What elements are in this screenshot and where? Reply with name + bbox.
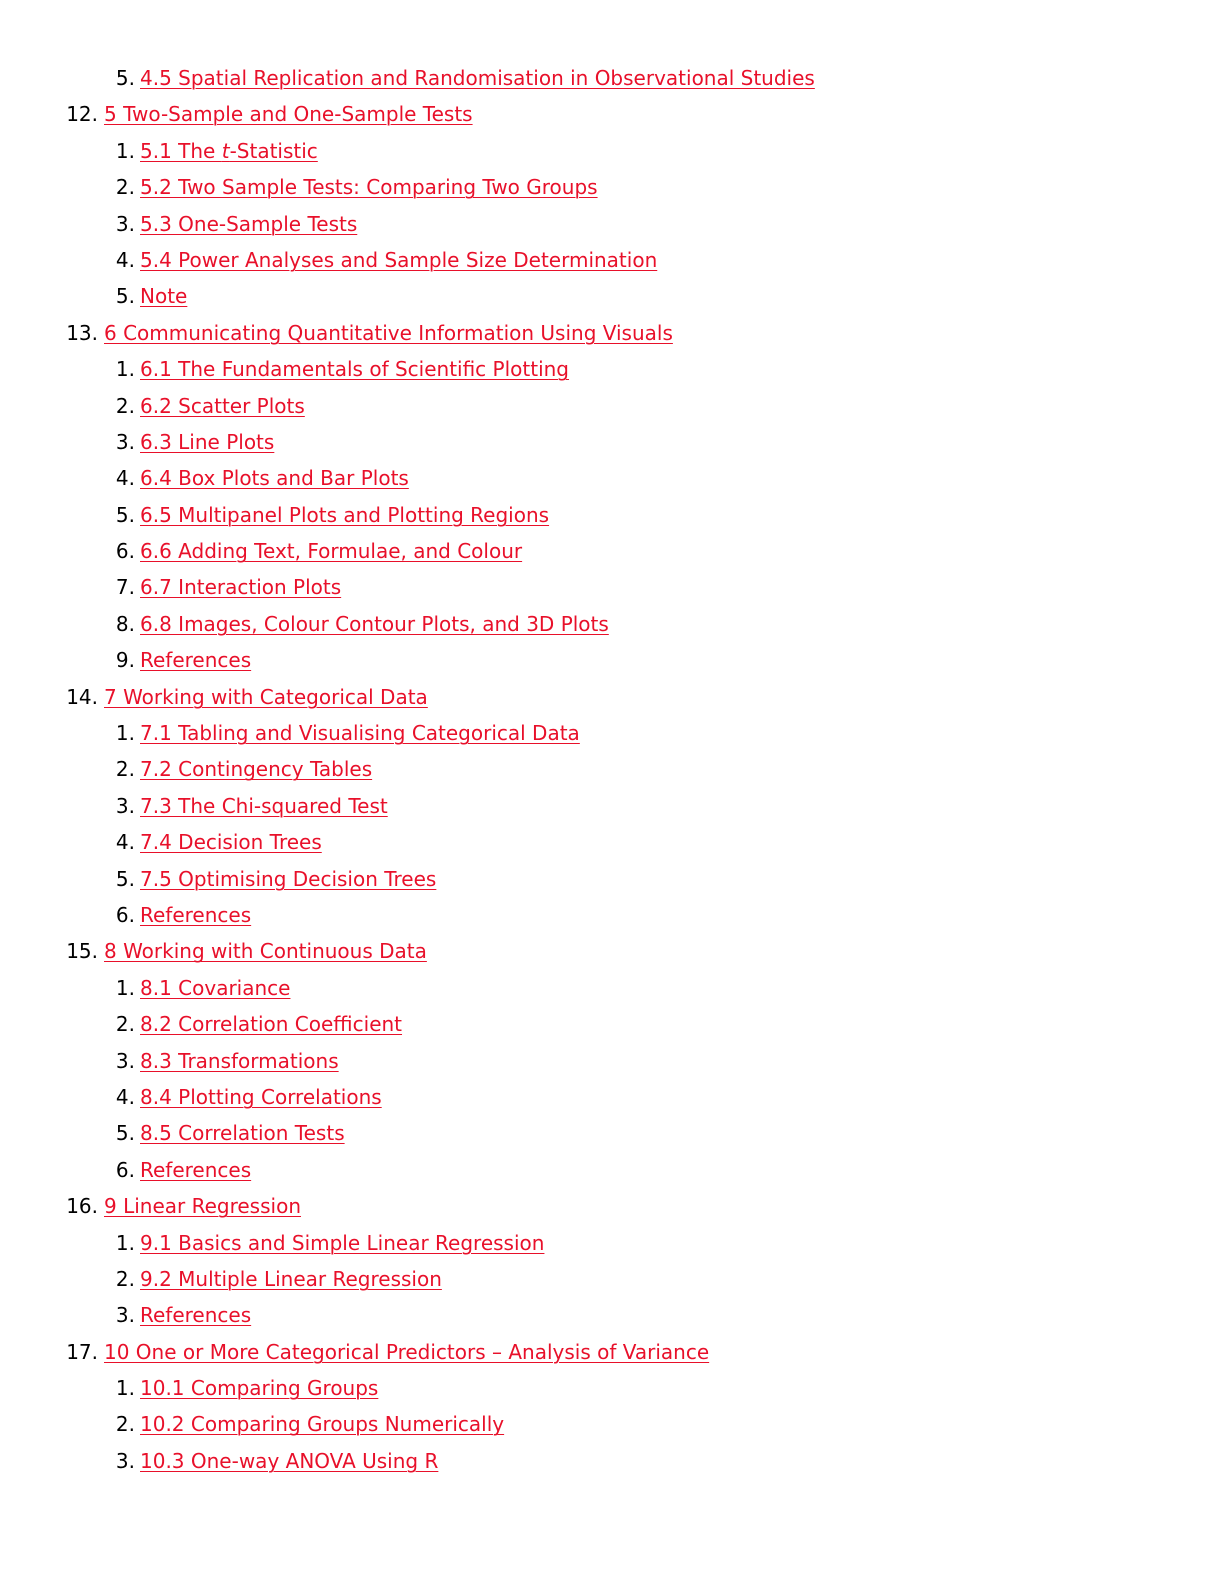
toc-item-number: 13. [66, 320, 98, 345]
toc-section-item [0, 1406, 1224, 1442]
toc-item-number: 15. [66, 939, 98, 964]
toc-link[interactable]: 10.1 Comparing Groups [140, 1376, 379, 1401]
toc-item-number: 4. [115, 1084, 135, 1109]
toc-item-number: 14. [66, 684, 98, 709]
toc-link[interactable]: 8.1 Covariance [140, 975, 291, 1000]
toc-section-item [0, 642, 1224, 678]
toc-item-number: 16. [66, 1194, 98, 1219]
toc-item-number: 1. [115, 138, 135, 163]
toc-section-item [0, 460, 1224, 496]
toc-section-item [0, 1261, 1224, 1297]
toc-item-number: 5. [115, 66, 135, 90]
toc-item-number: 3. [115, 793, 135, 818]
toc-link[interactable]: 5.4 Power Analyses and Sample Size Determination [140, 247, 658, 272]
toc-link[interactable]: 8.4 Plotting Correlations [140, 1084, 382, 1109]
toc-item-number: 1. [115, 721, 135, 746]
toc-section-item [0, 388, 1224, 424]
toc-link[interactable]: References [140, 902, 252, 927]
toc-section-item [0, 206, 1224, 242]
toc-section-item [0, 1297, 1224, 1333]
toc-item-number: 6. [115, 1157, 135, 1182]
toc-section-item [0, 133, 1224, 169]
toc-section-item [0, 788, 1224, 824]
toc-section-item [0, 1115, 1224, 1151]
toc-item-number: 5. [115, 866, 135, 891]
toc-item-number: 3. [115, 211, 135, 236]
toc-link[interactable]: 7 Working with Categorical Data [104, 684, 428, 709]
toc-section-item [0, 169, 1224, 205]
toc-chapter-item [0, 1188, 1224, 1224]
toc-item-number: 2. [115, 1266, 135, 1291]
toc-item-number: 1. [115, 357, 135, 382]
toc-link[interactable]: Note [140, 284, 188, 309]
toc-item-number: 4. [115, 466, 135, 491]
toc-chapter-item [0, 679, 1224, 715]
toc-item-number: 1. [115, 1376, 135, 1401]
toc-item-number: 17. [66, 1339, 98, 1364]
toc-section-item [0, 278, 1224, 314]
toc-link[interactable]: References [140, 648, 252, 673]
toc-link-italic-text: t [221, 138, 230, 163]
toc-link[interactable]: 7.3 The Chi-squared Test [140, 793, 388, 818]
toc-section-item [0, 1443, 1224, 1479]
toc-link[interactable]: 7.2 Contingency Tables [140, 757, 373, 782]
toc-section-item [0, 424, 1224, 460]
toc-link[interactable]: 8.2 Correlation Coefficient [140, 1012, 403, 1037]
toc-link[interactable]: 6.3 Line Plots [140, 429, 275, 454]
toc-link[interactable]: 4.5 Spatial Replication and Randomisation in Observational Studies [140, 66, 815, 90]
toc-section-item [0, 351, 1224, 387]
toc-link[interactable]: 6.8 Images, Colour Contour Plots, and 3D Plots [140, 611, 609, 636]
toc-section-item [0, 242, 1224, 278]
toc-link[interactable]: 5.2 Two Sample Tests: Comparing Two Groups [140, 175, 598, 200]
toc-item-number: 5. [115, 1121, 135, 1146]
toc-section-item [0, 1225, 1224, 1261]
toc-section-item [0, 569, 1224, 605]
toc-section-item [0, 1079, 1224, 1115]
toc-section-item [0, 824, 1224, 860]
toc-item-number: 3. [115, 429, 135, 454]
toc-link[interactable]: 6.5 Multipanel Plots and Plotting Regions [140, 502, 550, 527]
toc-link[interactable]: 9.1 Basics and Simple Linear Regression [140, 1230, 545, 1255]
toc-chapter-item [0, 1334, 1224, 1370]
toc-item-number: 2. [115, 393, 135, 418]
toc-link[interactable]: References [140, 1303, 252, 1328]
toc-section-item [0, 497, 1224, 533]
toc-item-number: 3. [115, 1303, 135, 1328]
toc-link[interactable]: 8.5 Correlation Tests [140, 1121, 345, 1146]
toc-section-item [0, 1152, 1224, 1188]
toc-link[interactable]: 10.2 Comparing Groups Numerically [140, 1412, 505, 1437]
toc-item-number: 1. [115, 1230, 135, 1255]
toc-link[interactable]: 9 Linear Regression [104, 1194, 301, 1219]
toc-link[interactable]: 6.7 Interaction Plots [140, 575, 342, 600]
toc-link[interactable]: 6.4 Box Plots and Bar Plots [140, 466, 409, 491]
toc-section-item [0, 60, 1224, 96]
toc-item-number: 2. [115, 175, 135, 200]
toc-item-number: 7. [115, 575, 135, 600]
toc-item-number: 6. [115, 539, 135, 564]
toc-link[interactable] [140, 133, 318, 169]
toc-link[interactable]: 6.6 Adding Text, Formulae, and Colour [140, 539, 523, 564]
toc-link[interactable]: 5.3 One-Sample Tests [140, 211, 358, 236]
toc-link-text: 5.1 The [140, 138, 222, 163]
toc-link[interactable]: 6 Communicating Quantitative Information Using Visuals [104, 320, 673, 345]
toc-link[interactable]: 6.1 The Fundamentals of Scientific Plotting [140, 357, 570, 382]
toc-item-number: 3. [115, 1448, 135, 1473]
toc-section-item [0, 1370, 1224, 1406]
toc-item-number: 5. [115, 502, 135, 527]
toc-link[interactable]: References [140, 1157, 252, 1182]
toc-link[interactable]: 10.3 One-way ANOVA Using R [140, 1448, 439, 1473]
toc-link[interactable]: 10 One or More Categorical Predictors – Analysis of Variance [104, 1339, 710, 1364]
toc-section-item [0, 533, 1224, 569]
toc-chapter-item [0, 96, 1224, 132]
toc-section-item [0, 1043, 1224, 1079]
toc-item-number: 2. [115, 757, 135, 782]
toc-link[interactable]: 9.2 Multiple Linear Regression [140, 1266, 442, 1291]
toc-item-number: 2. [115, 1012, 135, 1037]
toc-item-number: 4. [115, 830, 135, 855]
toc-link[interactable]: 7.4 Decision Trees [140, 830, 322, 855]
table-of-contents [0, 60, 1224, 1479]
toc-item-number: 5. [115, 284, 135, 309]
toc-item-number: 1. [115, 975, 135, 1000]
toc-section-item [0, 861, 1224, 897]
toc-section-item [0, 970, 1224, 1006]
toc-item-number: 2. [115, 1412, 135, 1437]
toc-link[interactable]: 7.5 Optimising Decision Trees [140, 866, 437, 891]
toc-section-item [0, 606, 1224, 642]
toc-section-item [0, 1006, 1224, 1042]
toc-item-number: 3. [115, 1048, 135, 1073]
toc-chapter-item [0, 933, 1224, 969]
toc-link[interactable]: 6.2 Scatter Plots [140, 393, 305, 418]
toc-section-item [0, 897, 1224, 933]
toc-link[interactable]: 8.3 Transformations [140, 1048, 339, 1073]
toc-item-number: 6. [115, 902, 135, 927]
toc-section-item [0, 751, 1224, 787]
toc-item-number: 9. [115, 648, 135, 673]
toc-link[interactable]: 7.1 Tabling and Visualising Categorical Data [140, 721, 580, 746]
toc-item-number: 4. [115, 247, 135, 272]
toc-link-text: -Statistic [229, 138, 318, 163]
toc-chapter-item [0, 315, 1224, 351]
toc-section-item [0, 715, 1224, 751]
toc-link[interactable]: 8 Working with Continuous Data [104, 939, 427, 964]
toc-link[interactable]: 5 Two-Sample and One-Sample Tests [104, 102, 473, 127]
toc-item-number: 12. [66, 102, 98, 127]
toc-item-number: 8. [115, 611, 135, 636]
